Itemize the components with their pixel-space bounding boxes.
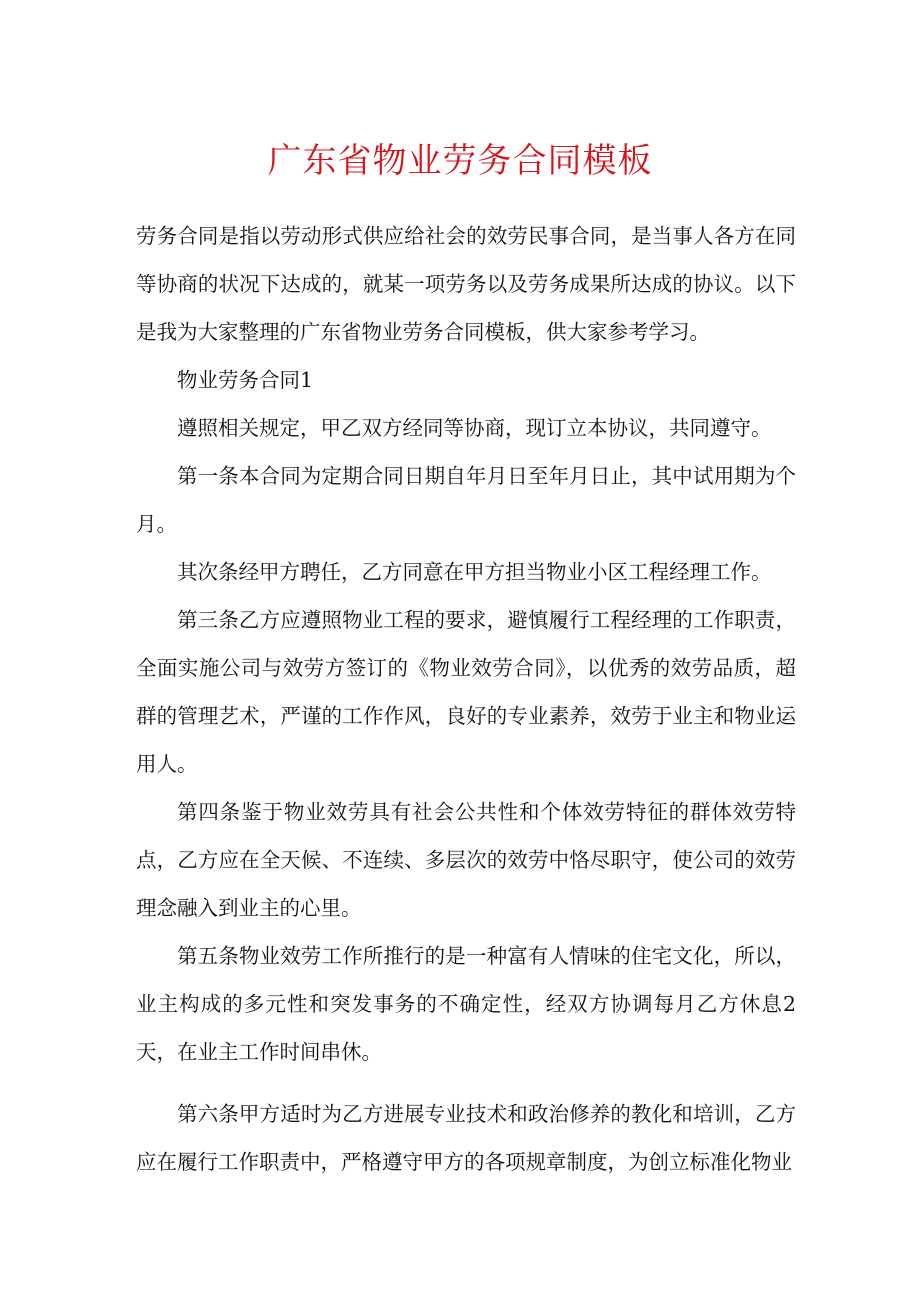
paragraph-article-5: 第五条物业效劳工作所推行的是一种富有人情味的住宅文化，所以，业主构成的多元性和突发事务的不确定性，经双方协调每月乙方休息2天，在业主工作时间串休。 [136, 944, 796, 1064]
paragraph-article-1: 第一条本合同为定期合同日期自年月日至年月日止，其中试用期为个月。 [136, 464, 796, 536]
intro-paragraph: 劳务合同是指以劳动形式供应给社会的效劳民事合同，是当事人各方在同等协商的状况下达成的，就某一项劳务以及劳务成果所达成的协议。以下是我为大家整理的广东省物业劳务合同模板，供大家参考学习。 [136, 224, 796, 344]
paragraph-article-3: 第三条乙方应遵照物业工程的要求，避慎履行工程经理的工作职责，全面实施公司与效劳方签订的《物业效劳合同》，以优秀的效劳品质，超群的管理艺术，严谨的工作作风，良好的专业素养，效劳于业主和物业运用人。 [136, 608, 796, 776]
section-heading: 物业劳务合同1 [177, 368, 314, 392]
document-title: 广东省物业劳务合同模板 [267, 141, 653, 181]
paragraph-preamble: 遵照相关规定，甲乙双方经同等协商，现订立本协议，共同遵守。 [177, 416, 772, 440]
paragraph-article-6: 第六条甲方适时为乙方进展专业技术和政治修养的教化和培训，乙方应在履行工作职责中，严格遵守甲方的各项规章制度，为创立标准化物业 [136, 1102, 796, 1174]
paragraph-article-4: 第四条鉴于物业效劳具有社会公共性和个体效劳特征的群体效劳特点，乙方应在全天候、不连续、多层次的效劳中恪尽职守，使公司的效劳理念融入到业主的心里。 [136, 800, 796, 920]
paragraph-article-2: 其次条经甲方聘任，乙方同意在甲方担当物业小区工程经理工作。 [177, 560, 772, 584]
document-body [136, 212, 796, 1186]
